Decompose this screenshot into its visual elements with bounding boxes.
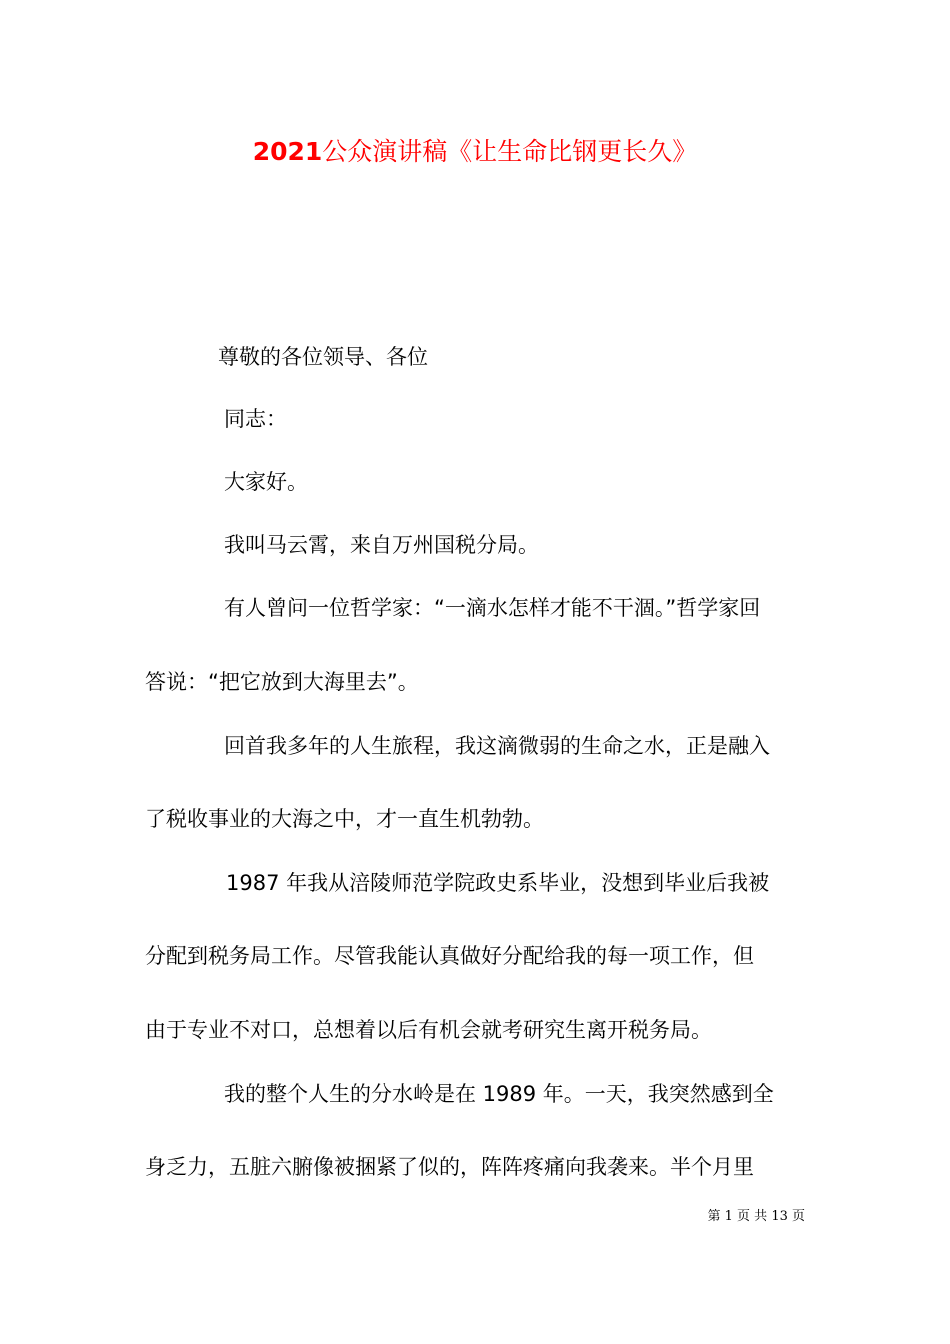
paragraph-line: 我的整个人生的分水岭是在 1989 年。一天，我突然感到全 bbox=[224, 1082, 774, 1106]
paragraph-line: 分配到税务局工作。尽管我能认真做好分配给我的每一项工作，但 bbox=[145, 944, 754, 968]
greeting-line: 大家好。 bbox=[224, 470, 308, 494]
paragraph-line: 1987 年我从涪陵师范学院政史系毕业，没想到毕业后我被 bbox=[226, 871, 770, 895]
paragraph-line: 答说：“把它放到大海里去”。 bbox=[145, 670, 419, 694]
page-number-footer: 第 1 页 共 13 页 bbox=[707, 1209, 805, 1224]
paragraph-line: 我叫马云霄，来自万州国税分局。 bbox=[224, 533, 539, 557]
paragraph-line: 了税收事业的大海之中，才一直生机勃勃。 bbox=[145, 807, 544, 831]
paragraph-line: 身乏力，五脏六腑像被捆紧了似的，阵阵疼痛向我袭来。半个月里 bbox=[145, 1155, 754, 1179]
salutation-line-1: 尊敬的各位领导、各位 bbox=[218, 345, 428, 369]
paragraph-line: 回首我多年的人生旅程，我这滴微弱的生命之水，正是融入 bbox=[224, 734, 770, 758]
salutation-line-2: 同志： bbox=[224, 407, 287, 431]
paragraph-line: 由于专业不对口，总想着以后有机会就考研究生离开税务局。 bbox=[145, 1018, 712, 1042]
document-title bbox=[0, 134, 950, 170]
title-text: 公众演讲稿《让生命比钢更长久》 bbox=[322, 137, 698, 166]
title-year: 2021 bbox=[252, 137, 323, 166]
paragraph-line: 有人曾问一位哲学家：“一滴水怎样才能不干涸。”哲学家回 bbox=[224, 596, 761, 620]
